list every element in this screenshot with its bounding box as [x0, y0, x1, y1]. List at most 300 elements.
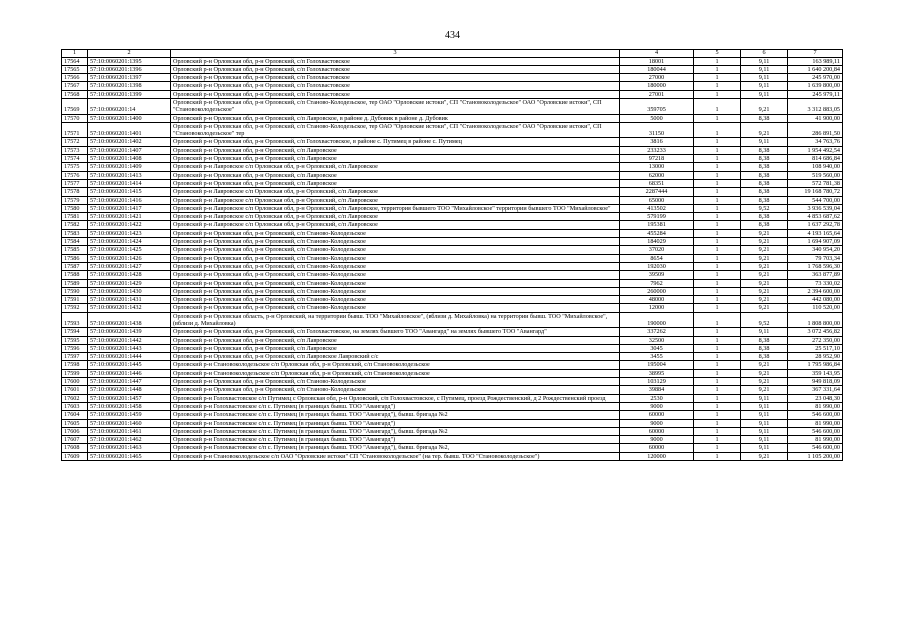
address-cell: Орловский р-н Становоколодезьское с/п Орловская обл, р-н Орловский, с/п Становоколодезьское	[171, 361, 620, 369]
cadastral-number-cell: 57:10:0060201:1400	[88, 114, 171, 122]
table-row	[62, 271, 843, 279]
cadastral-value-cell: 442 080,00	[788, 296, 843, 304]
cadastral-number-cell: 57:10:0060201:1431	[88, 296, 171, 304]
cadastral-number-cell: 57:10:0060201:1408	[88, 155, 171, 163]
row-number-cell: 17595	[62, 336, 88, 344]
row-number-cell: 17567	[62, 82, 88, 90]
row-number-cell: 17593	[62, 312, 88, 328]
coefficient-cell: 1	[694, 122, 741, 138]
address-cell: Орловский р-н Орловская обл, р-н Орловский, с/п Станово-Колодезьское	[171, 386, 620, 394]
coefficient-cell: 1	[694, 229, 741, 237]
coefficient-cell: 1	[694, 65, 741, 73]
address-cell: Орловский р-н Голохвастовское с/п с. Путимец (в границах бывш. ТОО "Авангард")	[171, 436, 620, 444]
specific-value-cell: 8,38	[741, 344, 788, 352]
row-number-cell: 17568	[62, 90, 88, 98]
cadastral-value-cell: 544 700,00	[788, 196, 843, 204]
cadastral-number-cell: 57:10:0060201:1402	[88, 138, 171, 146]
cadastral-value-cell: 81 990,00	[788, 436, 843, 444]
specific-value-cell: 8,38	[741, 163, 788, 171]
address-cell: Орловский р-н Орловская обл, р-н Орловский, с/п Станово-Колодезьское	[171, 279, 620, 287]
table-row	[62, 229, 843, 237]
address-cell: Орловский р-н Орловская обл, р-н Орловский, с/п Лавровское	[171, 171, 620, 179]
coefficient-cell: 1	[694, 344, 741, 352]
cadastral-number-cell: 57:10:0060201:1425	[88, 246, 171, 254]
coefficient-cell: 1	[694, 163, 741, 171]
cadastral-value-cell: 73 330,02	[788, 279, 843, 287]
specific-value-cell: 8,38	[741, 155, 788, 163]
address-cell: Орловский р-н Орловская обл, р-н Орловский, с/п Лавровское	[171, 146, 620, 154]
specific-value-cell: 8,38	[741, 114, 788, 122]
cadastral-value-cell: 34 763,76	[788, 138, 843, 146]
area-cell: 60000	[620, 427, 694, 435]
area-cell: 195004	[620, 361, 694, 369]
specific-value-cell: 8,38	[741, 179, 788, 187]
cadastral-value-cell: 108 940,00	[788, 163, 843, 171]
row-number-cell: 17582	[62, 221, 88, 229]
coefficient-cell: 1	[694, 378, 741, 386]
address-cell: Орловский р-н Орловская обл, р-н Орловский, с/п Станово-Колодезьское	[171, 246, 620, 254]
row-number-cell: 17564	[62, 57, 88, 65]
row-number-cell: 17579	[62, 196, 88, 204]
cadastral-number-cell: 57:10:0060201:1398	[88, 82, 171, 90]
table-row	[62, 238, 843, 246]
table-row	[62, 287, 843, 295]
table-row	[62, 204, 843, 212]
table-row	[62, 369, 843, 377]
cadastral-number-cell: 57:10:0060201:14	[88, 98, 171, 114]
row-number-cell: 17578	[62, 188, 88, 196]
cadastral-number-cell: 57:10:0060201:1415	[88, 188, 171, 196]
cadastral-value-cell: 28 952,90	[788, 353, 843, 361]
cadastral-value-cell: 363 877,89	[788, 271, 843, 279]
column-header: 1	[62, 50, 88, 58]
area-cell: 5000	[620, 114, 694, 122]
page-number: 434	[445, 30, 460, 41]
row-number-cell: 17606	[62, 427, 88, 435]
area-cell: 39884	[620, 386, 694, 394]
specific-value-cell: 8,38	[741, 353, 788, 361]
address-cell: Орловский р-н Орловская обл, р-н Орловский, с/п Голохвастовское	[171, 74, 620, 82]
coefficient-cell: 1	[694, 394, 741, 402]
cadastral-value-cell: 286 891,50	[788, 122, 843, 138]
cadastral-value-cell: 3 312 883,05	[788, 98, 843, 114]
cadastral-value-cell: 1 639 800,00	[788, 82, 843, 90]
table-row	[62, 221, 843, 229]
specific-value-cell: 8,38	[741, 213, 788, 221]
cadastral-value-cell: 1 637 292,78	[788, 221, 843, 229]
specific-value-cell: 8,38	[741, 336, 788, 344]
cadastral-number-cell: 57:10:0060201:1430	[88, 287, 171, 295]
table-row	[62, 246, 843, 254]
address-cell: Орловский р-н Голохвастовское с/п с. Путимец (в границах бывш. ТОО "Авангард")	[171, 419, 620, 427]
coefficient-cell: 1	[694, 196, 741, 204]
table-row	[62, 336, 843, 344]
cadastral-number-cell: 57:10:0060201:1401	[88, 122, 171, 138]
cadastral-value-cell: 1 694 907,09	[788, 238, 843, 246]
address-cell: Орловский р-н Орловская обл, р-н Орловский, с/п Лавровское	[171, 155, 620, 163]
specific-value-cell: 9,11	[741, 74, 788, 82]
coefficient-cell: 1	[694, 138, 741, 146]
area-cell: 97218	[620, 155, 694, 163]
row-number-cell: 17596	[62, 344, 88, 352]
address-cell: Орловский р-н Орловская обл, р-н Орловский, с/п Голохвастовское	[171, 90, 620, 98]
area-cell: 337262	[620, 328, 694, 336]
address-cell: Орловский р-н Орловская обл, р-н Орловский, с/п Лавровское Лавровский с/с	[171, 353, 620, 361]
coefficient-cell: 1	[694, 328, 741, 336]
address-cell: Орловский р-н Орловская обл, р-н Орловский, с/п Станово-Колодезьское	[171, 271, 620, 279]
row-number-cell: 17608	[62, 444, 88, 452]
coefficient-cell: 1	[694, 287, 741, 295]
cadastral-number-cell: 57:10:0060201:1413	[88, 171, 171, 179]
area-cell: 7962	[620, 279, 694, 287]
row-number-cell: 17607	[62, 436, 88, 444]
address-cell: Орловский р-н Орловская обл, р-н Орловский, с/п Станово-Колодезьское	[171, 238, 620, 246]
area-cell: 184029	[620, 238, 694, 246]
area-cell: 9000	[620, 419, 694, 427]
cadastral-number-cell: 57:10:0060201:1445	[88, 361, 171, 369]
cadastral-number-cell: 57:10:0060201:1421	[88, 213, 171, 221]
address-cell: Орловский р-н Орловская обл, р-н Орловский, с/п Голохвастовское, на землях бывшего ТОО "Авангард" на землях бывшего ТОО "Авангард"	[171, 328, 620, 336]
table-row	[62, 98, 843, 114]
coefficient-cell: 1	[694, 221, 741, 229]
table-row	[62, 304, 843, 312]
table-row	[62, 262, 843, 270]
area-cell: 180000	[620, 82, 694, 90]
row-number-cell: 17588	[62, 271, 88, 279]
cadastral-value-cell: 41 900,00	[788, 114, 843, 122]
address-cell: Орловский р-н Голохвастовское с/п с. Путимец (в границах бывш. ТОО "Авангард"), бывш. бригада №2	[171, 427, 620, 435]
cadastral-number-cell: 57:10:0060201:1422	[88, 221, 171, 229]
specific-value-cell: 9,11	[741, 82, 788, 90]
table-row	[62, 90, 843, 98]
cadastral-value-cell: 1 640 200,84	[788, 65, 843, 73]
row-number-cell: 17597	[62, 353, 88, 361]
coefficient-cell: 1	[694, 353, 741, 361]
coefficient-cell: 1	[694, 254, 741, 262]
cadastral-number-cell: 57:10:0060201:1426	[88, 254, 171, 262]
address-cell: Орловский р-н Становоколодезьское с/п ОАО "Орловские истоки" СП "Становоколодезьское" (на тер. бывш. ТОО "Становоколодезьское")	[171, 452, 620, 460]
specific-value-cell: 9,21	[741, 238, 788, 246]
coefficient-cell: 1	[694, 336, 741, 344]
cadastral-number-cell: 57:10:0060201:1439	[88, 328, 171, 336]
address-cell: Орловский р-н Орловская область, р-н Орловский, на территории бывш. ТОО "Михайловское", (вблизи д. Михайловка) на территории бывш. ТОО "Михайловское", (вблизи д. Михайловка)	[171, 312, 620, 328]
table-row	[62, 386, 843, 394]
table-row	[62, 57, 843, 65]
cadastral-number-cell: 57:10:0060201:1423	[88, 229, 171, 237]
row-number-cell: 17583	[62, 229, 88, 237]
area-cell: 120000	[620, 452, 694, 460]
cadastral-number-cell: 57:10:0060201:1416	[88, 196, 171, 204]
coefficient-cell: 1	[694, 82, 741, 90]
table-row	[62, 65, 843, 73]
cadastral-number-cell: 57:10:0060201:1397	[88, 74, 171, 82]
cadastral-number-cell: 57:10:0060201:1428	[88, 271, 171, 279]
address-cell: Орловский р-н Орловская обл, р-н Орловский, с/п Голохвастовское	[171, 57, 620, 65]
specific-value-cell: 9,11	[741, 436, 788, 444]
address-cell: Орловский р-н Лавровское с/п Орловская обл, р-н Орловский, с/п Лавровское	[171, 196, 620, 204]
row-number-cell: 17589	[62, 279, 88, 287]
cadastral-number-cell: 57:10:0060201:1444	[88, 353, 171, 361]
table-row	[62, 296, 843, 304]
area-cell: 190000	[620, 312, 694, 328]
address-cell: Орловский р-н Голохвастовское с/п с. Путимец (в границах бывш. ТОО "Авангард"), бывш. бригада №2	[171, 411, 620, 419]
cadastral-value-cell: 1 105 200,00	[788, 452, 843, 460]
row-number-cell: 17575	[62, 163, 88, 171]
coefficient-cell: 1	[694, 304, 741, 312]
column-header: 7	[788, 50, 843, 58]
row-number-cell: 17604	[62, 411, 88, 419]
address-cell: Орловский р-н Орловская обл, р-н Орловский, с/п Голохвастовское, в районе с. Путимец в районе с. Путимец	[171, 138, 620, 146]
coefficient-cell: 1	[694, 238, 741, 246]
specific-value-cell: 9,11	[741, 65, 788, 73]
area-cell: 9000	[620, 402, 694, 410]
address-cell: Орловский р-н Орловская обл, р-н Орловский, с/п Голохвастовское	[171, 65, 620, 73]
coefficient-cell: 1	[694, 444, 741, 452]
row-number-cell: 17602	[62, 394, 88, 402]
cadastral-value-cell: 3 072 456,82	[788, 328, 843, 336]
cadastral-number-cell: 57:10:0060201:1459	[88, 411, 171, 419]
area-cell: 31150	[620, 122, 694, 138]
row-number-cell: 17598	[62, 361, 88, 369]
table-row	[62, 82, 843, 90]
specific-value-cell: 9,11	[741, 419, 788, 427]
area-cell: 3045	[620, 344, 694, 352]
cadastral-number-cell: 57:10:0060201:1446	[88, 369, 171, 377]
cadastral-value-cell: 3 936 539,04	[788, 204, 843, 212]
specific-value-cell: 9,52	[741, 312, 788, 328]
specific-value-cell: 9,21	[741, 386, 788, 394]
area-cell: 260000	[620, 287, 694, 295]
row-number-cell: 17569	[62, 98, 88, 114]
row-number-cell: 17573	[62, 146, 88, 154]
table-row	[62, 213, 843, 221]
address-cell: Орловский р-н Орловская обл, р-н Орловский, с/п Станово-Колодезьское	[171, 254, 620, 262]
table-row	[62, 74, 843, 82]
cadastral-number-cell: 57:10:0060201:1407	[88, 146, 171, 154]
row-number-cell: 17590	[62, 287, 88, 295]
area-cell: 60000	[620, 411, 694, 419]
specific-value-cell: 9,11	[741, 427, 788, 435]
area-cell: 192030	[620, 262, 694, 270]
cadastral-number-cell: 57:10:0060201:1438	[88, 312, 171, 328]
specific-value-cell: 9,21	[741, 369, 788, 377]
area-cell: 39509	[620, 271, 694, 279]
area-cell: 2530	[620, 394, 694, 402]
cadastral-number-cell: 57:10:0060201:1409	[88, 163, 171, 171]
cadastral-value-cell: 81 990,00	[788, 419, 843, 427]
table-row	[62, 179, 843, 187]
address-cell: Орловский р-н Лавровское с/п Орловская обл, р-н Орловский, с/п Лавровское, территория бывшего ТОО "Михайловское" территории бывшего ТОО "Михайловское"	[171, 204, 620, 212]
area-cell: 579199	[620, 213, 694, 221]
cadastral-value-cell: 163 989,11	[788, 57, 843, 65]
cadastral-number-cell: 57:10:0060201:1442	[88, 336, 171, 344]
cadastral-number-cell: 57:10:0060201:1414	[88, 179, 171, 187]
cadastral-number-cell: 57:10:0060201:1429	[88, 279, 171, 287]
cadastral-number-cell: 57:10:0060201:1395	[88, 57, 171, 65]
cadastral-value-cell: 110 520,00	[788, 304, 843, 312]
table-row	[62, 171, 843, 179]
cadastral-value-cell: 340 954,20	[788, 246, 843, 254]
table-row	[62, 155, 843, 163]
specific-value-cell: 9,21	[741, 279, 788, 287]
table-row	[62, 122, 843, 138]
coefficient-cell: 1	[694, 411, 741, 419]
area-cell: 65000	[620, 196, 694, 204]
cadastral-value-cell: 1 954 492,54	[788, 146, 843, 154]
coefficient-cell: 1	[694, 179, 741, 187]
table-row	[62, 196, 843, 204]
table-row	[62, 419, 843, 427]
cadastral-number-cell: 57:10:0060201:1447	[88, 378, 171, 386]
table-row	[62, 394, 843, 402]
table-row	[62, 344, 843, 352]
address-cell: Орловский р-н Лавровское с/п Орловская обл, р-н Орловский, с/п Лавровское	[171, 188, 620, 196]
cadastral-value-cell: 359 143,95	[788, 369, 843, 377]
cadastral-value-cell: 1 768 596,30	[788, 262, 843, 270]
cadastral-value-cell: 245 970,00	[788, 74, 843, 82]
table-row	[62, 138, 843, 146]
address-cell: Орловский р-н Орловская обл, р-н Орловский, с/п Станово-Колодезьское	[171, 378, 620, 386]
cadastral-value-cell: 81 990,00	[788, 402, 843, 410]
specific-value-cell: 9,11	[741, 328, 788, 336]
coefficient-cell: 1	[694, 452, 741, 460]
coefficient-cell: 1	[694, 296, 741, 304]
row-number-cell: 17571	[62, 122, 88, 138]
cadastral-value-cell: 245 979,11	[788, 90, 843, 98]
address-cell: Орловский р-н Лавровское с/п Орловская обл, р-н Орловский, с/п Лавровское	[171, 163, 620, 171]
specific-value-cell: 8,38	[741, 196, 788, 204]
area-cell: 3455	[620, 353, 694, 361]
coefficient-cell: 1	[694, 262, 741, 270]
cadastral-value-cell: 2 394 600,00	[788, 287, 843, 295]
row-number-cell: 17572	[62, 138, 88, 146]
specific-value-cell: 9,52	[741, 204, 788, 212]
row-number-cell: 17581	[62, 213, 88, 221]
cadastral-value-cell: 23 048,30	[788, 394, 843, 402]
coefficient-cell: 1	[694, 402, 741, 410]
row-number-cell: 17600	[62, 378, 88, 386]
row-number-cell: 17585	[62, 246, 88, 254]
specific-value-cell: 9,11	[741, 90, 788, 98]
coefficient-cell: 1	[694, 312, 741, 328]
area-cell: 455284	[620, 229, 694, 237]
cadastral-value-cell: 1 808 800,00	[788, 312, 843, 328]
row-number-cell: 17570	[62, 114, 88, 122]
row-number-cell: 17576	[62, 171, 88, 179]
coefficient-cell: 1	[694, 171, 741, 179]
cadastral-value-cell: 79 703,34	[788, 254, 843, 262]
cadastral-number-cell: 57:10:0060201:1461	[88, 427, 171, 435]
address-cell: Орловский р-н Голохвастовское с/п с. Путимец (в границах бывш. ТОО "Авангард")	[171, 402, 620, 410]
cadastral-number-cell: 57:10:0060201:1417	[88, 204, 171, 212]
table-row	[62, 328, 843, 336]
cadastral-value-cell: 814 686,84	[788, 155, 843, 163]
cadastral-number-cell: 57:10:0060201:1427	[88, 262, 171, 270]
specific-value-cell: 9,11	[741, 411, 788, 419]
specific-value-cell: 9,21	[741, 122, 788, 138]
row-number-cell: 17603	[62, 402, 88, 410]
cadastral-number-cell: 57:10:0060201:1460	[88, 419, 171, 427]
specific-value-cell: 9,11	[741, 57, 788, 65]
cadastral-value-cell: 1 795 986,84	[788, 361, 843, 369]
address-cell: Орловский р-н Орловская обл, р-н Орловский, с/п Станово-Колодезьское	[171, 304, 620, 312]
cadastral-value-table	[61, 49, 843, 461]
coefficient-cell: 1	[694, 188, 741, 196]
column-header: 2	[88, 50, 171, 58]
area-cell: 195381	[620, 221, 694, 229]
table-row	[62, 279, 843, 287]
address-cell: Орловский р-н Голохвастовское с/п с. Путимец (в границах бывш. ТОО "Авангард"), бывш. бригада №2,	[171, 444, 620, 452]
row-number-cell: 17580	[62, 204, 88, 212]
cadastral-value-cell: 4 193 165,64	[788, 229, 843, 237]
coefficient-cell: 1	[694, 386, 741, 394]
cadastral-number-cell: 57:10:0060201:1443	[88, 344, 171, 352]
table-row	[62, 312, 843, 328]
row-number-cell: 17584	[62, 238, 88, 246]
table-row	[62, 361, 843, 369]
cadastral-value-cell: 25 517,10	[788, 344, 843, 352]
table-row	[62, 427, 843, 435]
table-row	[62, 188, 843, 196]
table-row	[62, 146, 843, 154]
cadastral-value-cell: 272 350,00	[788, 336, 843, 344]
cadastral-number-cell: 57:10:0060201:1399	[88, 90, 171, 98]
coefficient-cell: 1	[694, 74, 741, 82]
cadastral-value-cell: 519 560,00	[788, 171, 843, 179]
specific-value-cell: 9,21	[741, 254, 788, 262]
area-cell: 27001	[620, 90, 694, 98]
coefficient-cell: 1	[694, 98, 741, 114]
specific-value-cell: 9,11	[741, 444, 788, 452]
cadastral-number-cell: 57:10:0060201:1465	[88, 452, 171, 460]
specific-value-cell: 9,21	[741, 98, 788, 114]
coefficient-cell: 1	[694, 279, 741, 287]
cadastral-number-cell: 57:10:0060201:1463	[88, 444, 171, 452]
address-cell: Орловский р-н Лавровское с/п Орловская обл, р-н Орловский, с/п Лавровское	[171, 221, 620, 229]
coefficient-cell: 1	[694, 271, 741, 279]
address-cell: Орловский р-н Орловская обл, р-н Орловский, с/п Лавровское, в районе д. Дубовик в районе д. Дубовик	[171, 114, 620, 122]
area-cell: 359705	[620, 98, 694, 114]
coefficient-cell: 1	[694, 155, 741, 163]
specific-value-cell: 9,21	[741, 262, 788, 270]
cadastral-value-cell: 19 168 780,72	[788, 188, 843, 196]
row-number-cell: 17577	[62, 179, 88, 187]
table-row	[62, 402, 843, 410]
address-cell: Орловский р-н Орловская обл, р-н Орловский, с/п Станово-Колодезьское	[171, 262, 620, 270]
area-cell: 8654	[620, 254, 694, 262]
cadastral-value-cell: 546 600,00	[788, 427, 843, 435]
coefficient-cell: 1	[694, 213, 741, 221]
area-cell: 12000	[620, 304, 694, 312]
area-cell: 413502	[620, 204, 694, 212]
area-cell: 18001	[620, 57, 694, 65]
table-row	[62, 163, 843, 171]
table-row	[62, 411, 843, 419]
specific-value-cell: 9,21	[741, 378, 788, 386]
address-cell: Орловский р-н Орловская обл, р-н Орловский, с/п Лавровское	[171, 344, 620, 352]
row-number-cell: 17587	[62, 262, 88, 270]
row-number-cell: 17599	[62, 369, 88, 377]
area-cell: 9000	[620, 436, 694, 444]
area-cell: 60000	[620, 444, 694, 452]
specific-value-cell: 9,21	[741, 229, 788, 237]
specific-value-cell: 9,21	[741, 361, 788, 369]
specific-value-cell: 9,21	[741, 296, 788, 304]
address-cell: Орловский р-н Орловская обл, р-н Орловский, с/п Станово-Колодезьское, тер ОАО "Орловские истоки", СП "Становоколодезьское" ОАО "Орловские истоки", СП "Становоколодезьское" тер	[171, 122, 620, 138]
cadastral-value-cell: 367 331,64	[788, 386, 843, 394]
specific-value-cell: 9,11	[741, 394, 788, 402]
area-cell: 13000	[620, 163, 694, 171]
